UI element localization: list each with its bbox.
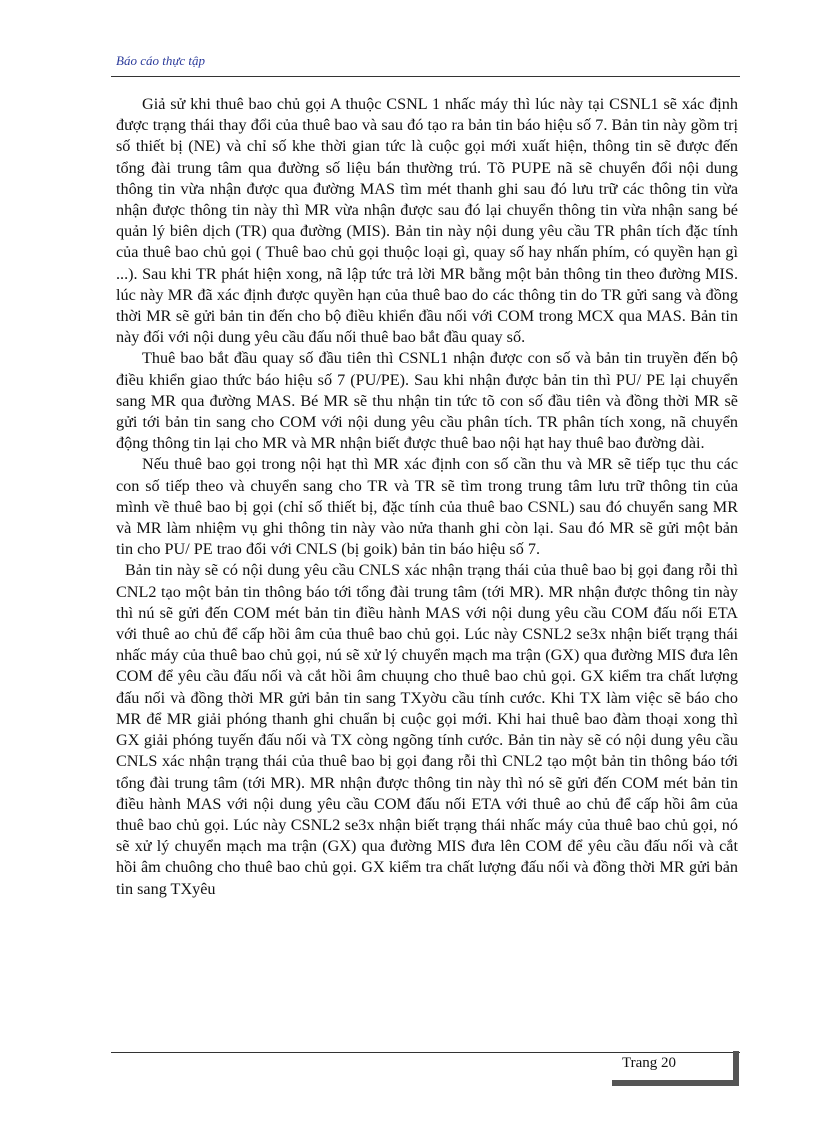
paragraph-4: Bản tin này sẽ có nội dung yêu cầu CNLS xác nhận trạng thái của thuê bao bị gọi đang rỗi thì CNL2 tạo một bản tin thông báo tới tổng đài trung tâm (tới MR). MR nhận được thông tin này thì nú sẽ gửi đến COM mét bản tin điều hành MAS với nội dung yêu cầu COM đấu nối ETA với thuê ao chủ để cấp hồi âm của thuê bao chủ gọi. Lúc này CSNL2 se3x nhận biết trạng thái nhấc máy của thuê bao chủ gọi, nú sẽ xử lý chuyển mạch ma trận (GX) qua đường MIS đưa lên COM để yêu cầu đấu nối và cắt hồi âm chuụng cho thuê bao chủ gọi. GX kiểm tra chất lượng đấu nối và đồng thời MR gửi bản tin sang TXyờu cầu tính cước. Khi TX làm việc sẽ báo cho MR để MR giải phóng thanh ghi chuẩn bị cuộc gọi mới. Khi hai thuê bao đàm thoại xong thì GX giải phóng tuyến đấu nối và TX còng ngõng tính cước. Bản tin này sẽ có nội dung yêu cầu CNLS xác nhận trạng thái của thuê bao bị gọi đang rỗi thì CNL2 tạo một bản tin thông báo tới tổng đài trung tâm (tới MR). MR nhận được thông tin này thì nó sẽ gửi đến COM mét bản tin điều hành MAS với nội dung yêu cầu COM đấu nối ETA với thuê ao chủ để cấp hồi âm của thuê bao chủ gọi. Lúc này CSNL2 se3x nhận biết trạng thái nhấc máy của thuê bao chủ gọi, nó sẽ xử lý chuyển mạch ma trận (GX) qua đường MIS đưa lên COM để yêu cầu đấu nối và cắt hồi âm chuông cho thuê bao chủ gọi. GX kiểm tra chất lượng đấu nối và đồng thời MR gửi bản tin sang TXyêu (116, 561, 738, 898)
header-divider (111, 76, 740, 77)
header-title: Báo cáo thực tập (116, 53, 206, 68)
document-body (116, 94, 738, 900)
paragraph-3: Nếu thuê bao gọi trong nội hạt thì MR xác định con số cần thu và MR sẽ tiếp tục thu các con số tiếp theo và chuyển sang cho TR và TR sẽ tìm trong trung tâm lưu trữ thông tin của mình về thuê bao bị gọi (chỉ số thiết bị, đặc tính của thuê bao CSNL) sau đó chuyển sang MR và MR làm nhiệm vụ ghi thông tin này vào nửa thanh ghi còn lại. Sau đó MR sẽ gửi một bản tin cho PU/ PE trao đổi với CNLS (bị goik) bản tin báo hiệu số 7. (116, 455, 738, 559)
paragraph-2: Thuê bao bắt đầu quay số đầu tiên thì CSNL1 nhận được con số và bản tin truyền đến bộ điều khiển giao thức báo hiệu số 7 (PU/PE). Sau khi nhận được bản tin thì PU/ PE lại chuyển sang MR qua đường MAS. Bé MR sẽ thu nhận tin tức tõ con số đầu tiên và đồng thời MR sẽ gửi tới bản tin sang cho COM với nội dung yêu cầu phân tích. TR phân tích xong, nã chuyển động thông tin lại cho MR và MR nhận biết được thuê bao nội hạt hay thuê bao đường dài. (116, 349, 738, 453)
footer-divider (111, 1052, 740, 1053)
page-number-box-shadow-bottom (612, 1080, 739, 1086)
paragraph-1: Giả sử khi thuê bao chủ gọi A thuộc CSNL 1 nhấc máy thì lúc này tại CSNL1 sẽ xác định được trạng thái thay đổi của thuê bao và sau đó tạo ra bản tin báo hiệu số 7. Bản tin này gồm trị số thiết bị (NE) và chỉ số khe thời gian tức là cuộc gọi mới xuất hiện, thông tin sẽ được đến tổng đài trung tâm qua đường số liệu bán thường trú. Tõ PUPE nã sẽ chuyển đổi nội dung thông tin vừa nhận được qua đường MAS tìm mét thanh ghi sau đó lưu trữ các thông tin vừa nhận được thông tin này thì MR vừa nhận được sau đó lại chuyển thông tin vừa nhận sang bé quản lý biên dịch (TR) qua đường (MIS). Bản tin này nội dung yêu cầu TR phân tích đặc tính của thuê bao chủ gọi ( Thuê bao chủ gọi thuộc loại gì, quay số hay nhấn phím, có quyền hạn gì ...). Sau khi TR phát hiện xong, nã lập tức trả lời MR bằng một bản thông tin theo đường MIS. lúc này MR đã xác định được quyền hạn của thuê bao do các thông tin do TR gửi sang và đồng thời MR sẽ gửi bản tin đến cho bộ điều khiển đầu nối với COM trong MCX qua MAS. Bản tin này đối với nội dung yêu cầu đấu nối thuê bao bắt đầu quay số. (116, 95, 738, 347)
page-number: Trang 20 (622, 1055, 677, 1071)
